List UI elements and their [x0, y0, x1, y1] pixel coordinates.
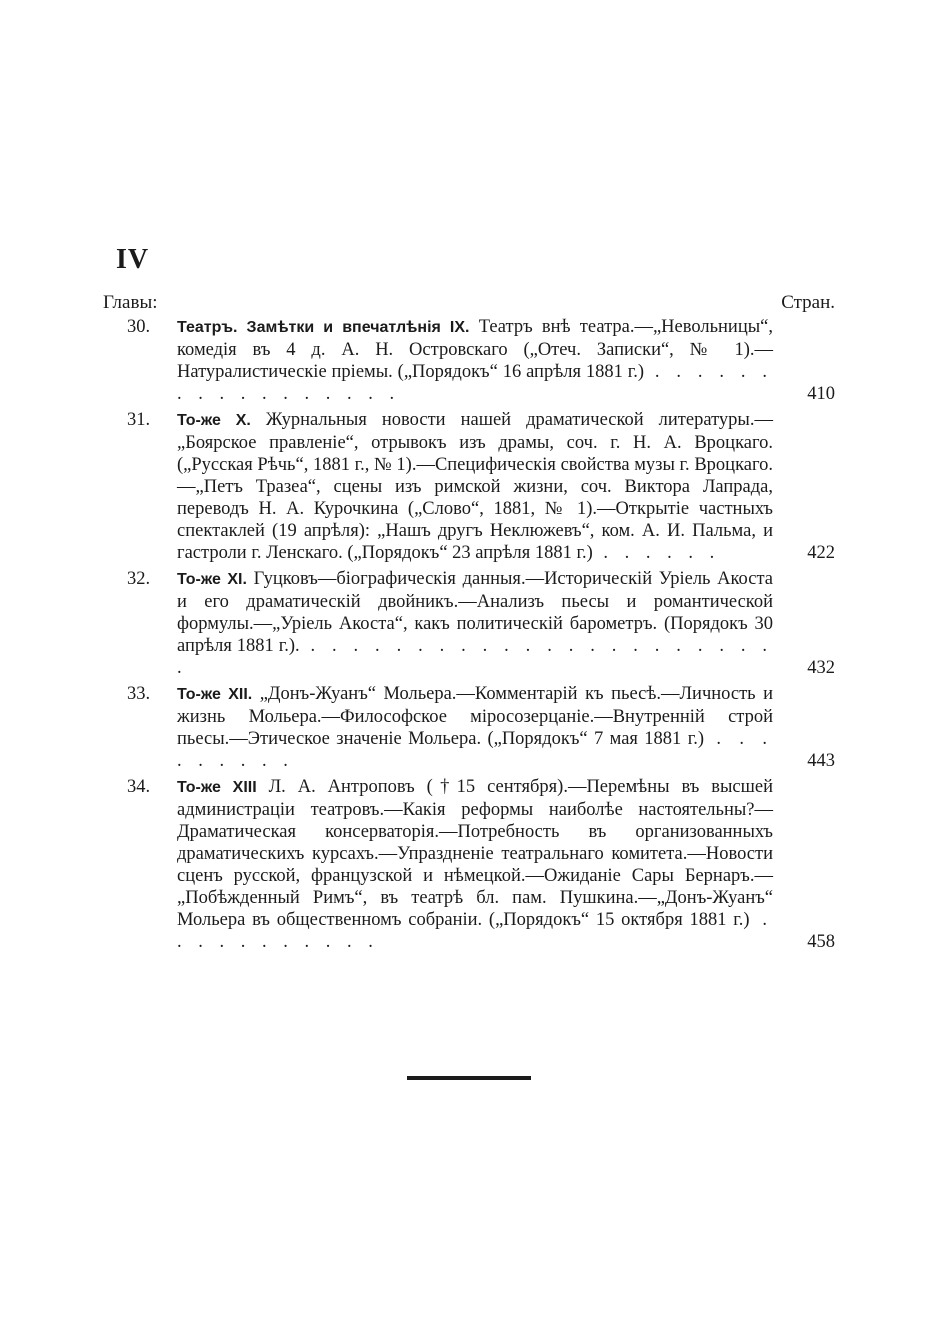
entry-number: 30.	[127, 317, 151, 337]
entry-page-number: 410	[807, 384, 835, 404]
entry-body	[177, 568, 773, 679]
leader-dots: . . . . . . . . . . .	[177, 910, 773, 952]
closing-rule	[407, 1076, 531, 1080]
entry-number: 33.	[127, 684, 151, 704]
toc-entry	[103, 683, 835, 772]
toc-entry	[103, 409, 835, 564]
leader-dots: . . . . . . . . . . . . . . . . . . . . . . .	[177, 636, 773, 678]
entry-page-number: 443	[807, 751, 835, 771]
entry-lead: Театръ. Замѣтки и впечатлѣнія IX.	[177, 319, 470, 336]
entry-text: Театръ внѣ театра.—„Невольницы“, комедія въ 4 д. А. Н. Островскаго („Отеч. Записки“, № 1).—Натуралистическіе пріемы. („Порядокъ“ 16 апрѣля 1881 г.)	[177, 317, 773, 382]
leader-dots: . . . . . . . . . . . . . . . . .	[177, 362, 773, 404]
page-number: IV	[116, 244, 150, 275]
table-of-contents	[103, 316, 835, 953]
entry-text: „Донъ-Жуанъ“ Мольера.—Комментарій къ пьесѣ.—Личность и жизнь Мольера.—Философское міросозерцаніе.—Внутренній строй пьесы.—Этическое значеніе Мольера. („Порядокъ“ 7 мая 1881 г.)	[177, 684, 773, 749]
entry-page-number: 458	[807, 932, 835, 952]
entry-body	[177, 316, 773, 405]
entry-lead: То-же XII.	[177, 686, 253, 703]
entry-lead: То-же XIII	[177, 779, 257, 796]
entry-body	[177, 683, 773, 772]
pages-header: Стран.	[781, 292, 835, 313]
entry-number: 32.	[127, 569, 151, 589]
leader-dots: . . . . . .	[592, 543, 721, 563]
entry-text: Гуцковъ—біографическія данныя.—Историческій Уріель Акоста и его драматическій двойникъ.—Анализъ пьесы и романтической формулы.—„Уріель Акоста“, какъ политическій барометръ. (Порядокъ 30 апрѣля 1881 г.).	[177, 569, 773, 656]
entry-number: 31.	[127, 410, 151, 430]
entry-page-number: 432	[807, 658, 835, 678]
entry-body	[177, 409, 773, 564]
toc-entry	[103, 316, 835, 405]
leader-dots: . . . . . . . . .	[177, 729, 774, 771]
entry-page-number: 422	[807, 543, 835, 563]
entry-body	[177, 776, 773, 953]
chapters-header: Главы:	[103, 292, 158, 313]
entry-lead: То-же XI.	[177, 571, 247, 588]
entry-text: Л. А. Антроповъ (†15 сентября).—Перемѣны въ высшей администраціи театровъ.—Какія реформы наиболѣе настоятельны?—Драматическая консерваторія.—Потребность въ организованныхъ драматическихъ курсахъ.—Упраздненіе театральнаго комитета.—Новости сценъ русской, французской и нѣмецкой.—Ожиданіе Сары Бернаръ.—„Побѣжденный Римъ“, въ театрѣ бл. пам. Пушкина.—„Донъ-Жуанъ“ Мольера въ общественномъ собраніи. („Порядокъ“ 15 октября 1881 г.)	[177, 777, 773, 930]
toc-entry	[103, 776, 835, 953]
entry-text: Журнальныя новости нашей драматической литературы.—„Боярское правленіе“, отрывокъ изъ драмы, соч. г. Н. А. Вроцкаго. („Русская Рѣчь“, 1881 г., № 1).—Специфическія свойства музы г. Вроцкаго.—„Петъ Тразеа“, сцены изъ римской жизни, соч. Виктора Лапрада, переводъ Н. А. Курочкина („Слово“, 1881, № 1).—Открытіе частныхъ спектаклей (19 апрѣля): „Нашъ другъ Неклюжевъ“, ком. А. И. Пальма, и гастроли г. Ленскаго. („Порядокъ“ 23 апрѣля 1881 г.)	[177, 410, 773, 563]
toc-entry	[103, 568, 835, 679]
entry-number: 34.	[127, 777, 151, 797]
entry-lead: То-же X.	[177, 412, 251, 429]
